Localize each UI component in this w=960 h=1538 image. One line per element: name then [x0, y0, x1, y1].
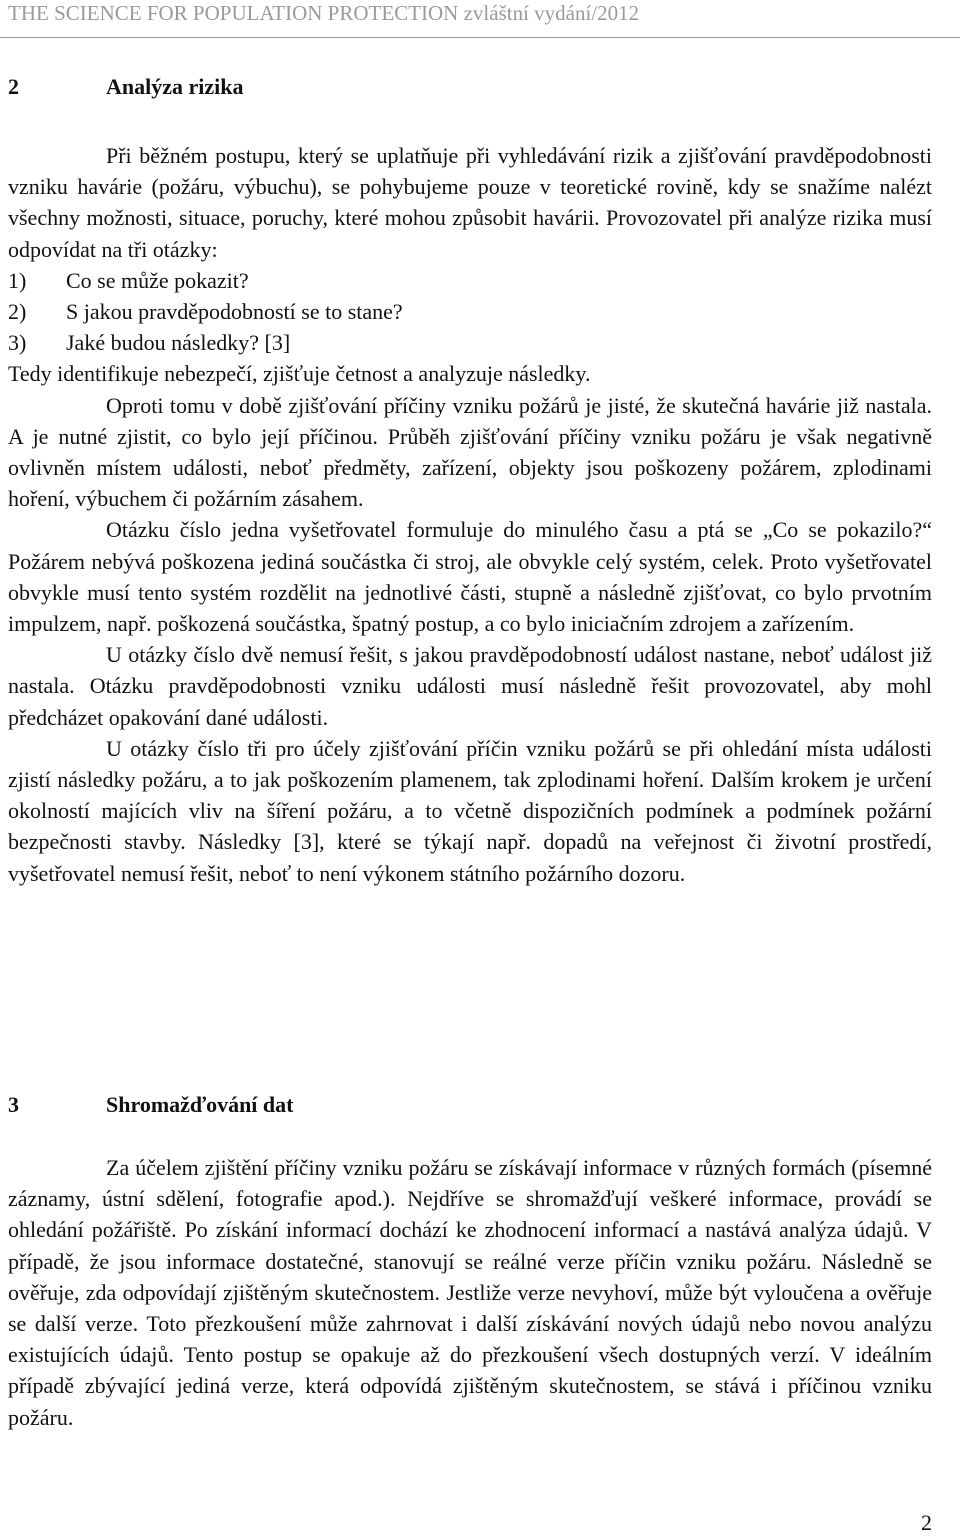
question-list-item — [8, 265, 932, 296]
section-2-heading — [8, 72, 932, 102]
section-2-paragraph: Oproti tomu v době zjišťování příčiny vzniku požárů je jisté, že skutečná havárie již nastala. A je nutné zjistit, co bylo její příčinou. Průběh zjišťování příčiny vzniku požáru je však negativně ovlivněn místem události, neboť předměty, zařízení, objekty jsou poškozeny požárem, zplodinami hoření, výbuchem či požárním zásahem. — [8, 392, 932, 512]
section-2-paragraph: Otázku číslo jedna vyšetřovatel formuluje do minulého času a ptá se „Co se pokazilo?“ Požárem nebývá poškozena jediná součástka či stroj, ale obvykle celý systém, celek. Proto vyšetřovatel obvykle musí tento systém rozdělit na jednotlivé části, stupně a následně zjišťovat, co bylo prvotním impulzem, např. poškozená součástka, špatný postup, a co bylo iniciačním zdrojem a zařízením. — [8, 517, 932, 637]
section-2-summary-line: Tedy identifikuje nebezpečí, zjišťuje četnost a analyzuje následky. — [8, 361, 591, 387]
section-2-paragraph: U otázky číslo tři pro účely zjišťování příčin vzniku požárů se při ohledání místa události zjistí následky požáru, a to jak poškozením plamenem, tak zplodinami hoření. Dalším krokem je určení okolností majících vliv na šíření požáru, a to včetně dispozičních podmínek a podmínek požární bezpečnosti stavby. Následky [3], které se týkají např. dopadů na veřejnost či životní prostředí, vyšetřovatel nemusí řešit, neboť to není výkonem státního požárního dozoru. — [8, 735, 932, 886]
header-divider — [0, 37, 960, 38]
section-2-number: 2 — [8, 74, 19, 99]
page-number: 2 — [921, 1510, 932, 1535]
section-analyza-rizika — [8, 72, 932, 889]
section-3-title: Shromažďování dat — [106, 1092, 294, 1117]
question-list-item — [8, 296, 932, 327]
question-list-item — [8, 327, 932, 358]
section-3-paragraph: Za účelem zjištění příčiny vzniku požáru se získávají informace v různých formách (písemné záznamy, ústní sdělení, fotografie apod.). Nejdříve se shromažďují veškeré informace, provádí se ohledání požářiště. Po získání informací dochází ke zhodnocení informací a nastává analýza údajů. V případě, že jsou informace dostatečné, stanovují se reálné verze příčin vzniku požáru. Následně se ověřuje, zda odpovídají zjištěným skutečnostem. Jestliže verze nevyhoví, může být vyloučena a ověřuje se další verze. Toto přezkoušení může zahrnovat i další získávání nových údajů nebo novou analýzu existujících údajů. Tento postup se opakuje až do přezkoušení všech dostupných verzí. V ideálním případě zbývající jediná verze, která odpovídá zjištěným skutečnostem, se stává i příčinou vzniku požáru. — [8, 1155, 932, 1430]
question-text: Jaké budou následky? [3] — [66, 330, 291, 356]
section-2-paragraph: U otázky číslo dvě nemusí řešit, s jakou pravděpodobností událost nastane, neboť událost již nastala. Otázku pravděpodobnosti vzniku události musí následně řešit provozovatel, aby mohl předcházet opakování dané události. — [8, 642, 932, 730]
section-2-intro-paragraph: Při běžném postupu, který se uplatňuje při vyhledávání rizik a zjišťování pravděpodobnosti vzniku havárie (požáru, výbuchu), se pohybujeme pouze v teoretické rovině, kdy se snažíme nalézt všechny možnosti, situace, poruchy, které mohou způsobit havárii. Provozovatel při analýze rizika musí odpovídat na tři otázky: — [8, 143, 932, 262]
question-text: Co se může pokazit? — [66, 267, 249, 293]
section-2-title: Analýza rizika — [106, 74, 244, 99]
question-number: 3) — [8, 330, 27, 356]
question-number: 1) — [8, 267, 27, 293]
question-text: S jakou pravděpodobností se to stane? — [66, 299, 403, 325]
section-3-number: 3 — [8, 1092, 19, 1117]
running-header: THE SCIENCE FOR POPULATION PROTECTION zvláštní vydání/2012 — [8, 1, 640, 25]
section-shromazdovani-dat — [8, 1090, 932, 1433]
section-3-heading — [8, 1090, 932, 1120]
question-number: 2) — [8, 299, 27, 325]
